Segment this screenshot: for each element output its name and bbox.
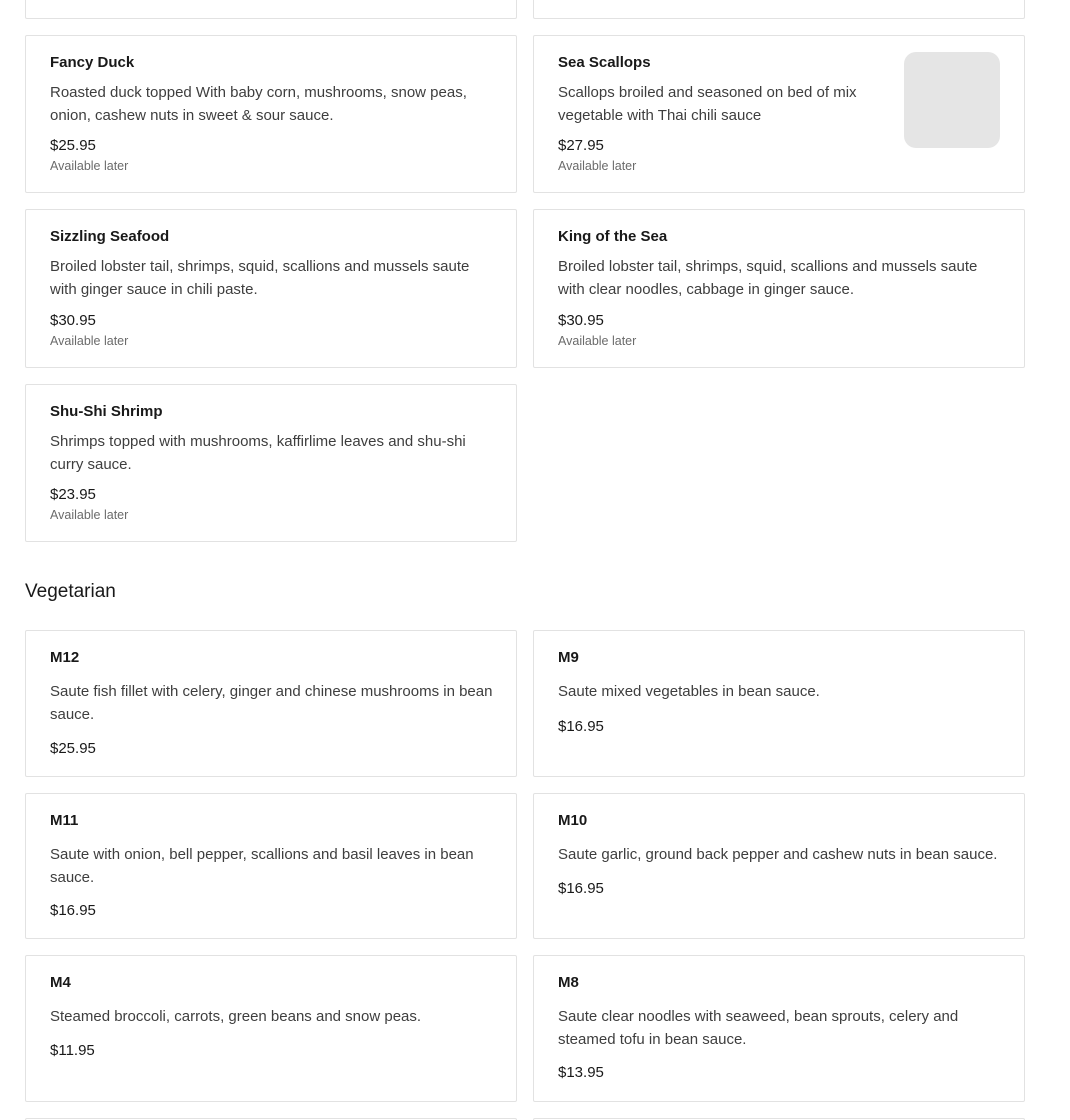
item-description: Saute garlic, ground back pepper and cashew nuts in bean sauce.: [558, 846, 998, 863]
menu-item-card-partial[interactable]: [25, 0, 517, 19]
item-name: M10: [558, 812, 588, 829]
availability-status: Available later: [558, 159, 637, 173]
item-description: Saute with onion, bell pepper, scallions and basil leaves in bean sauce.: [50, 846, 474, 886]
item-description: Saute fish fillet with celery, ginger and chinese mushrooms in bean sauce.: [50, 683, 493, 723]
item-price: $16.95: [558, 718, 604, 735]
item-price: $30.95: [50, 312, 96, 329]
availability-status: Available later: [50, 508, 129, 522]
menu-item-shu-shi-shrimp[interactable]: [25, 384, 517, 542]
item-description: Broiled lobster tail, shrimps, squid, scallions and mussels saute with clear noodles, cabbage in ginger sauce.: [558, 258, 978, 298]
item-description: Saute clear noodles with seaweed, bean sprouts, celery and steamed tofu in bean sauce.: [558, 1008, 959, 1048]
item-name: M8: [558, 974, 579, 991]
menu-item-king-of-the-sea[interactable]: [533, 209, 1025, 368]
item-description: Roasted duck topped With baby corn, mushrooms, snow peas, onion, cashew nuts in sweet & sour sauce.: [50, 84, 467, 124]
section-title-vegetarian: Vegetarian: [25, 581, 116, 602]
item-description: Shrimps topped with mushrooms, kaffirlime leaves and shu-shi curry sauce.: [50, 433, 466, 473]
item-price: $25.95: [50, 740, 96, 757]
item-image-placeholder: [904, 52, 1000, 148]
menu-item-fancy-duck[interactable]: [25, 35, 517, 193]
item-price: $16.95: [558, 880, 604, 897]
item-description: Scallops broiled and seasoned on bed of mix vegetable with Thai chili sauce: [558, 84, 857, 124]
availability-status: Available later: [50, 159, 129, 173]
item-name: Sea Scallops: [558, 54, 651, 71]
menu-item-sizzling-seafood[interactable]: [25, 209, 517, 368]
item-name: M9: [558, 649, 579, 666]
item-name: M12: [50, 649, 80, 666]
item-name: King of the Sea: [558, 228, 668, 245]
item-price: $11.95: [50, 1042, 95, 1059]
item-price: $30.95: [558, 312, 604, 329]
item-description: Steamed broccoli, carrots, green beans and snow peas.: [50, 1008, 422, 1025]
menu-item-m4[interactable]: [25, 955, 517, 1102]
item-name: M11: [50, 812, 79, 829]
menu-item-m10[interactable]: [533, 793, 1025, 939]
item-price: $16.95: [50, 902, 96, 919]
availability-status: Available later: [558, 334, 637, 348]
menu-item-sea-scallops[interactable]: [533, 35, 1025, 193]
item-price: $27.95: [558, 137, 604, 154]
menu-item-m11[interactable]: [25, 793, 517, 939]
item-description: Saute mixed vegetables in bean sauce.: [558, 683, 820, 700]
availability-status: Available later: [50, 334, 129, 348]
item-name: Sizzling Seafood: [50, 228, 170, 245]
item-price: $13.95: [558, 1064, 604, 1081]
menu-item-m9[interactable]: [533, 630, 1025, 777]
menu-item-m12[interactable]: [25, 630, 517, 777]
item-name: M4: [50, 974, 71, 991]
item-description: Broiled lobster tail, shrimps, squid, scallions and mussels saute with ginger sauce in chili paste.: [50, 258, 470, 298]
item-name: Fancy Duck: [50, 54, 135, 71]
item-price: $23.95: [50, 486, 96, 503]
item-name: Shu-Shi Shrimp: [50, 403, 163, 420]
menu-item-card-partial[interactable]: [533, 0, 1025, 19]
item-price: $25.95: [50, 137, 96, 154]
menu-item-m8[interactable]: [533, 955, 1025, 1102]
